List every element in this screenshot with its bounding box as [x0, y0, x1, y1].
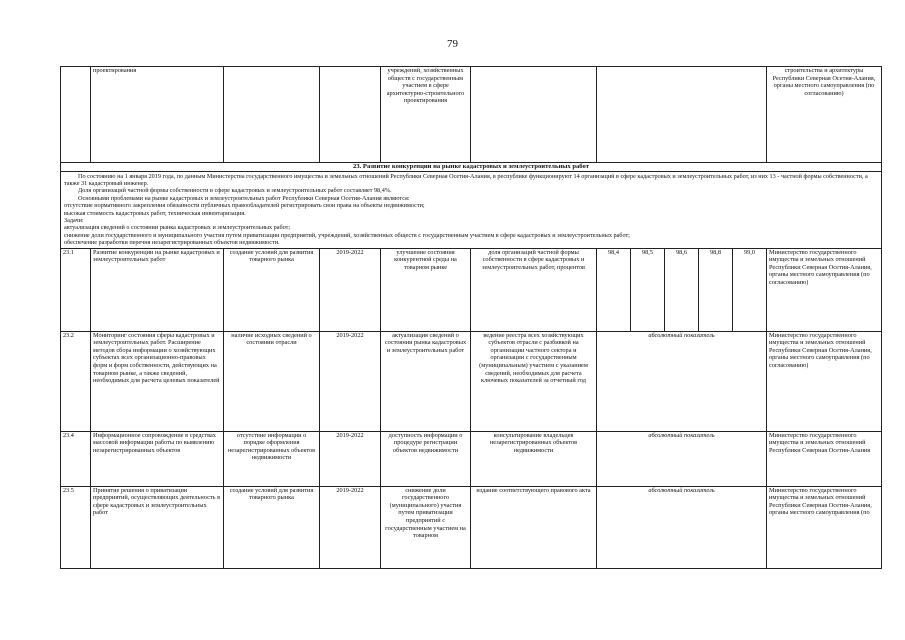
indicator-cell: консультирование владельцев незарегистрированных объектов недвижимости — [471, 431, 597, 486]
value-cell: 98,8 — [699, 248, 733, 331]
indicator-cell: ведение реестра всех хозяйствующих субъектов отрасли с разбивкой на организации частного сектора и организации с государственным (муниципальным) участием с указанием сведений, необходимых для расчета ключевых показателей за отчетный год — [471, 331, 597, 431]
responsible-cell: Министерство государственного имущества и земельных отношений Республики Северная Осетия-Алания, органы местного самоуправления (по согласованию) — [767, 248, 882, 331]
page-number: 79 — [447, 38, 458, 50]
indicator-cell: издание соответствующего правового акта — [471, 486, 597, 568]
section-intro-row — [61, 171, 882, 248]
section-intro — [61, 171, 882, 248]
period-cell: 2019-2022 — [320, 486, 381, 568]
absolute-indicator-cell: абсолютный показатель — [597, 331, 767, 431]
event-cell: Развитие конкуренции на рынке кадастровых и землеустроительных работ — [91, 248, 224, 331]
row-number: 23.5 — [61, 486, 91, 568]
row-number: 23.4 — [61, 431, 91, 486]
table-row — [61, 431, 882, 486]
period-cell: 2019-2022 — [320, 331, 381, 431]
period-cell: 2019-2022 — [320, 431, 381, 486]
event-cell: проектирования — [91, 67, 224, 163]
table-row — [61, 248, 882, 331]
measures-table — [60, 66, 882, 569]
absolute-indicator-cell: абсолютный показатель — [597, 486, 767, 568]
period-cell: 2019-2022 — [320, 248, 381, 331]
value-cell: 98,5 — [631, 248, 665, 331]
value-cell: 98,4 — [597, 248, 631, 331]
result-cell: снижение доли государственного (муниципального) участия путем приватизации предприятий с государственным участием на товарном — [381, 486, 471, 568]
value-cell: 98,6 — [665, 248, 699, 331]
indicator-cell: доля организаций частной формы собственности в сфере кадастровых и землеустроительных работ, процентов — [471, 248, 597, 331]
result-cell: учреждений, хозяйственных обществ с государственным участием в сфере архитектурно-строительного проектирования — [381, 67, 471, 163]
intro-paragraph: Доля организаций частной формы собственности в сфере кадастровых и землеустроительных работ составляет 98,4%. — [78, 187, 392, 195]
responsible-cell: Министерство государственного имущества и земельных отношений Республики Северная Осетия-Алания, органы местного самоуправления (по согласованию) — [767, 331, 882, 431]
intro-paragraph: Основными проблемами на рынке кадастровых и землеустроительных работ Республики Северная Осетия-Алания являются: — [78, 194, 410, 202]
table-row — [61, 331, 882, 431]
problem-cell: создание условий для развития товарного рынка — [224, 486, 320, 568]
result-cell: актуализация сведений о состоянии рынка кадастровых и землеустроительных работ — [381, 331, 471, 431]
intro-paragraph: снижение доли государственного и муниципального участия путем приватизации предприятий, учреждений, хозяйственных обществ с государственным участием в сфере кадастровых и землеустроительных работ; — [64, 231, 630, 239]
problem-cell: наличие исходных сведений о состоянии отрасли — [224, 331, 320, 431]
event-cell: Информационное сопровождение в средствах массовой информации работы по выявлению незарегистрированных объектов — [91, 431, 224, 486]
value-cell: 99,0 — [733, 248, 767, 331]
absolute-indicator-cell: абсолютный показатель — [597, 431, 767, 486]
event-cell: Мониторинг состояния сферы кадастровых и землеустроительных работ. Расширение методов сбора информации о хозяйствующих субъектах всех организационно-правовых форм и форм собственности, действующих на товарном рынке, а также сведений, необходимых для расчета целевых показателей — [91, 331, 224, 431]
result-cell: улучшение состояния конкурентной среды на товарном рынке — [381, 248, 471, 331]
responsible-cell: Министерство государственного имущества и земельных отношений Республики Северная Осетия-Алания, органы местного самоуправления (по — [767, 486, 882, 568]
table-row — [61, 67, 882, 163]
event-cell: Принятие решения о приватизации предприятий, осуществляющих деятельность в сфере кадастровых и землеустроительных работ — [91, 486, 224, 568]
intro-paragraph: Задачи: — [64, 217, 84, 225]
section-title-row — [61, 163, 882, 172]
intro-paragraph: актуализация сведений о состоянии рынка кадастровых и землеустроительных работ; — [64, 224, 291, 232]
intro-paragraph: По состоянию на 1 января 2019 года, по данным Министерства государственного имущества и земельных отношений Республики Северная Осетия-Алания, в республике функционируют 14 организаций в сфере кадастровых и землеустроительных работ, из них 13 - частной формы собственности, а также 31 кадастровый инженер. — [64, 172, 868, 187]
intro-paragraph: отсутствие нормативного закрепления обязанности публичных правообладателей регистрировать свои права на объекты недвижимости; — [64, 202, 425, 210]
responsible-cell: строительства и архитектуры Республики Северная Осетия-Алания, органы местного самоуправления (по согласованию) — [767, 67, 882, 163]
intro-paragraph: высокая стоимость кадастровых работ, техническая инвентаризация. — [64, 209, 246, 217]
problem-cell: отсутствие информации о порядке оформления незарегистрированных объектов недвижимости — [224, 431, 320, 486]
responsible-cell: Министерство государственного имущества и земельных отношений Республики Северная Осетия-Алания — [767, 431, 882, 486]
section-title: 23. Развитие конкуренции на рынке кадастровых и землеустроительных работ — [61, 163, 882, 172]
intro-paragraph: обеспечение разработки перечня незарегистрированных объектов недвижимости. — [64, 239, 280, 247]
result-cell: доступность информации о процедуре регистрации объектов недвижимости — [381, 431, 471, 486]
row-number: 23.1 — [61, 248, 91, 331]
table-row — [61, 486, 882, 568]
row-number: 23.2 — [61, 331, 91, 431]
problem-cell: создание условий для развития товарного рынка — [224, 248, 320, 331]
